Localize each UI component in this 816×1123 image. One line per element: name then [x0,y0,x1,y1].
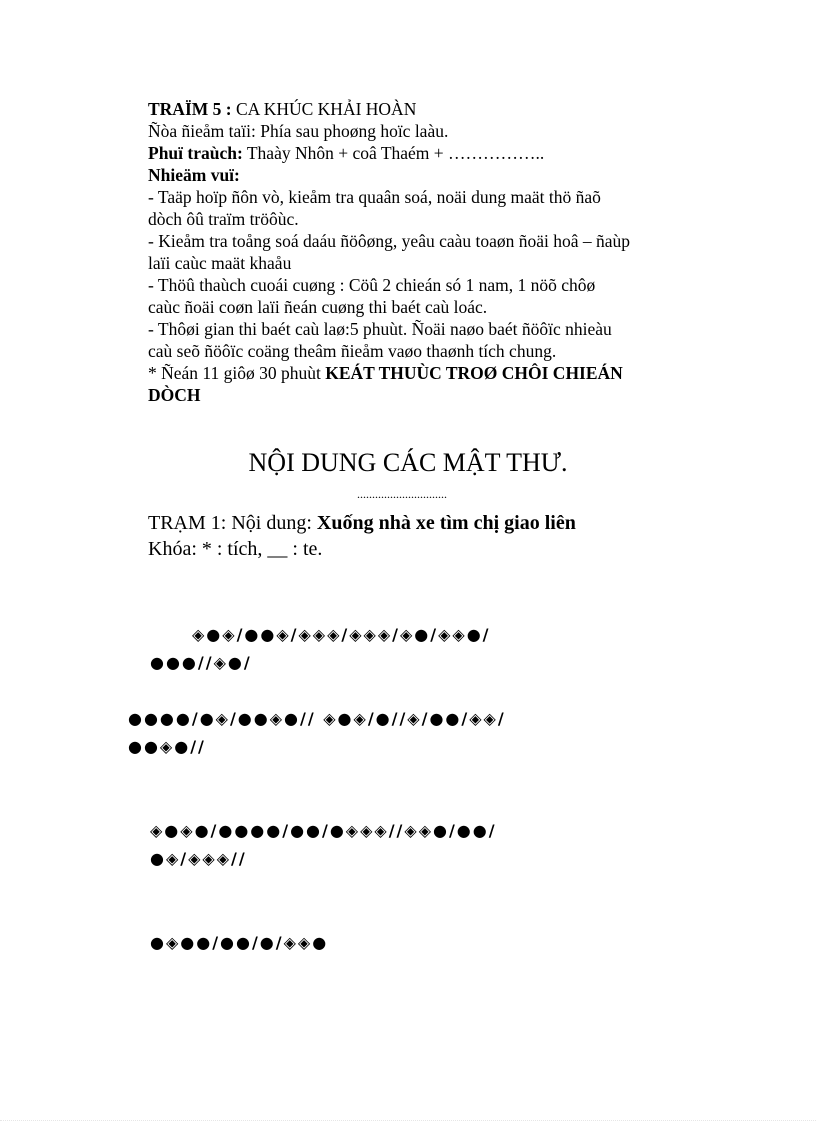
cipher-line: ●●●●/●◈/●●◈●// ◈●◈/●//◈/●●/◈◈/ [128,709,506,728]
task-line: - Thöû thaùch cuoái cuøng : Cöû 2 chieán só 1 nam, 1 nöõ chôø [148,275,596,295]
manager-label: Phuï traùch: [148,143,243,163]
cipher-key: Khóa: * : tích, __ : te. [148,538,323,560]
station-1-line [148,510,576,562]
task-line: caùc ñoäi coøn laïi ñeán cuøng thi baét caù loác. [148,297,488,317]
station-1-label: TRẠM 1: Nội dung: [148,512,317,534]
task-label: Nhieäm vuï: [148,165,240,185]
page-bottom-rule [0,1120,816,1121]
cipher-line: ●◈/◈◈◈// [150,849,247,868]
task-line: - Kieåm tra toång soá daáu ñöôøng, yeâu caàu toaøn ñoäi hoâ – ñaùp [148,231,631,251]
section-heading: NỘI DUNG CÁC MẬT THƯ. [248,448,568,477]
task-line: laïi caùc maät khaåu [148,253,292,273]
cipher-line: ●●●//◈●/ [150,653,252,672]
end-prefix: * Ñeán 11 giôø 30 phuùt [148,363,326,383]
station-title-prefix: TRAÏM 5 : [148,99,236,119]
dotted-separator: .............................. [357,487,447,501]
station-title-rest: CA KHÚC KHẢI HOÀN [235,99,417,119]
manager-value: Thaày Nhôn + coâ Thaém + …………….. [242,143,545,163]
task-line: - Taäp hoïp ñôn vò, kieåm tra quaân soá, noäi dung maät thö ñaõ [148,187,601,207]
task-line: caù seõ ñöôïc coäng theâm ñieåm vaøo thaønh tích chung. [148,341,557,361]
cipher-line: ●●◈●// [128,737,206,756]
location-line: Ñòa ñieåm taïi: Phía sau phoøng hoïc laàu. [148,121,449,141]
end-line [148,362,708,384]
station-1-content: Xuống nhà xe tìm chị giao liên [316,512,576,534]
cipher-line: ◈●◈●/●●●●/●●/●◈◈◈//◈◈●/●●/ [150,821,497,840]
station-title [148,98,708,120]
end-bold: KEÁT THUÙC TROØ CHÔI CHIEÁN [325,363,623,383]
cipher-line: ●◈●●/●●/●/◈◈● [150,933,329,952]
end-bold-continued: DÒCH [148,385,201,405]
task-line: dòch ôû traïm tröôùc. [148,209,299,229]
manager-line [148,142,708,164]
station-5-instructions [148,98,708,406]
cipher-line: ◈●◈/●●◈/◈◈◈/◈◈◈/◈●/◈◈●/ [192,625,491,644]
task-line: - Thôøi gian thi baét caù laø:5 phuùt. Ñoäi naøo baét ñöôïc nhieàu [148,319,612,339]
